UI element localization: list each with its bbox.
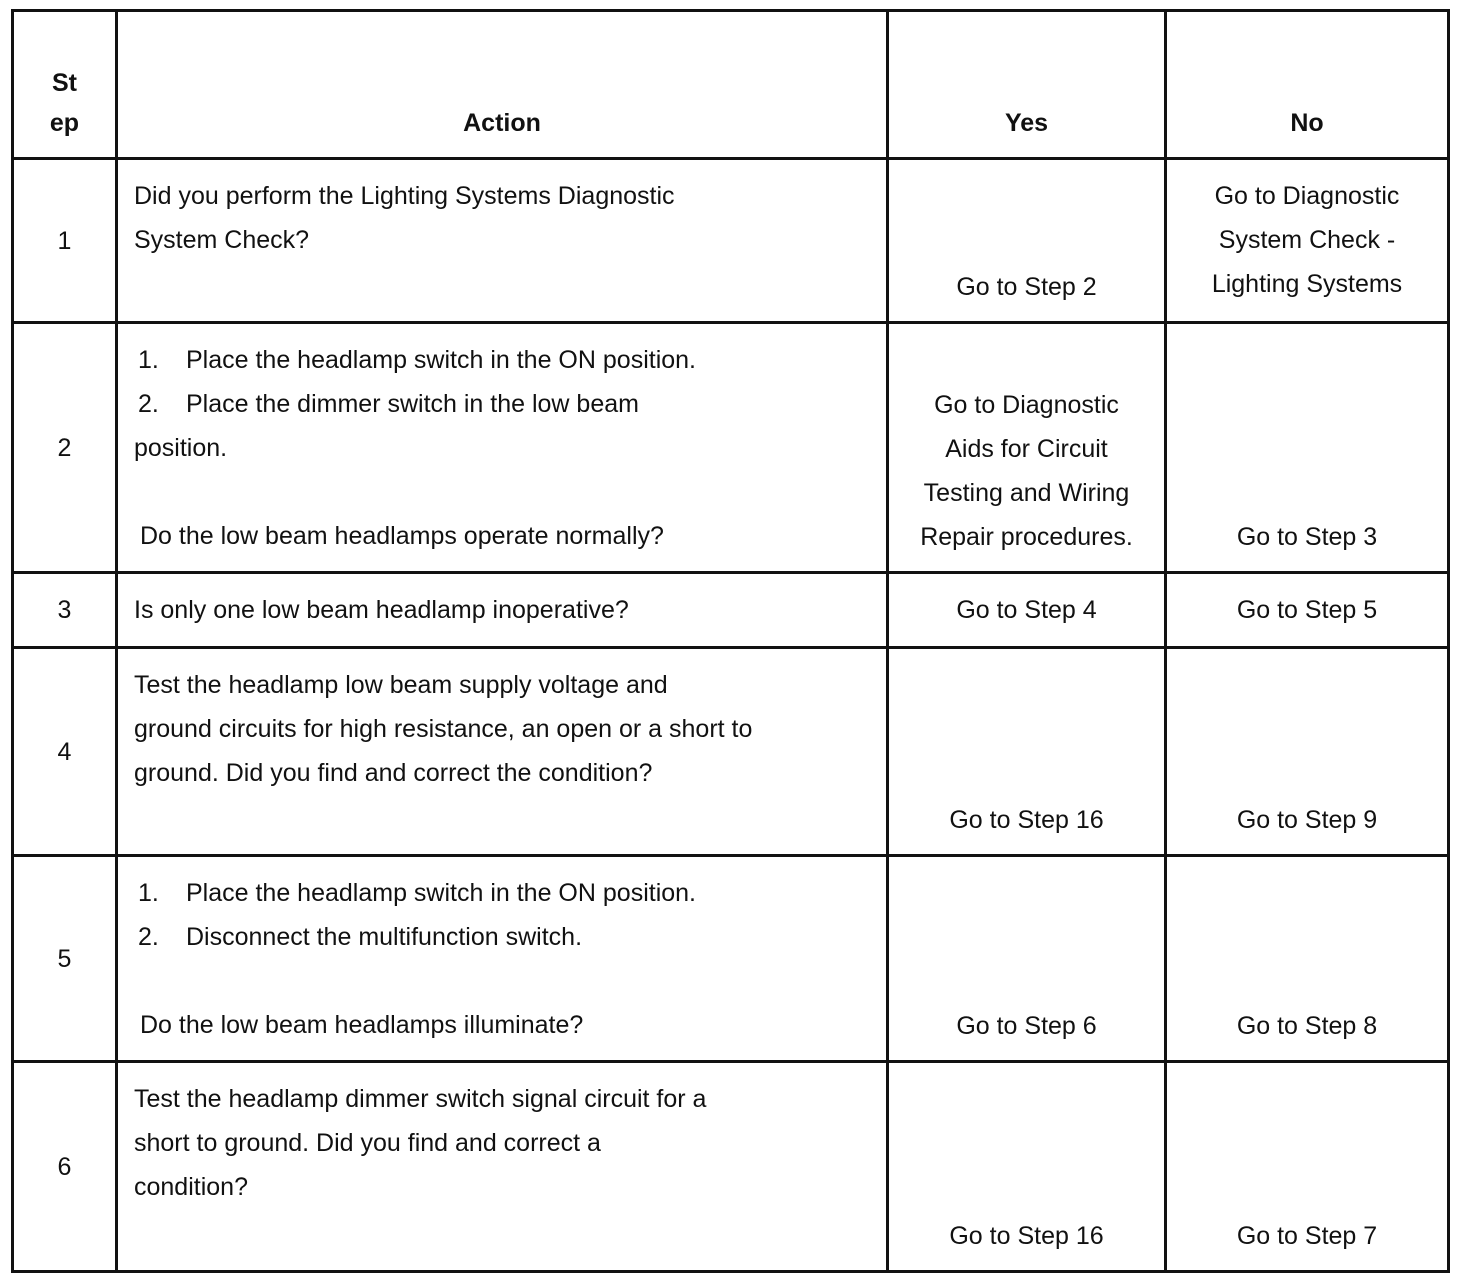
- step-header: [13, 11, 117, 159]
- step-number: 5: [13, 856, 117, 1062]
- yes-cell: [888, 1062, 1166, 1272]
- list-continuation: position.: [134, 434, 228, 462]
- yes-cell: [888, 573, 1166, 648]
- table-row: [13, 1062, 1449, 1272]
- list-item: [134, 871, 876, 915]
- action-line: condition?: [134, 1173, 248, 1201]
- table-row: [13, 856, 1449, 1062]
- yes-line: Aids for Circuit: [945, 435, 1108, 463]
- step-number: 1: [13, 159, 117, 323]
- list-text: Place the dimmer switch in the low beam: [186, 390, 639, 418]
- list-text: Disconnect the multifunction switch.: [186, 923, 583, 951]
- action-line: Is only one low beam headlamp inoperative?: [134, 596, 629, 624]
- diagnostic-table: [11, 9, 1450, 1273]
- yes-line: Go to Step 6: [956, 1012, 1097, 1040]
- yes-line: Go to Step 16: [949, 1222, 1104, 1250]
- action-header: Action: [117, 11, 888, 159]
- yes-cell: [888, 159, 1166, 323]
- no-line: Go to Step 7: [1236, 1222, 1378, 1250]
- action-cell: [117, 648, 888, 856]
- no-cell: [1166, 159, 1449, 323]
- no-cell: [1166, 1062, 1449, 1272]
- step-header-line: St: [52, 69, 77, 97]
- header-row: [13, 11, 1449, 159]
- list-number: 1.: [138, 879, 159, 907]
- no-cell: [1166, 856, 1449, 1062]
- action-line: System Check?: [134, 226, 310, 254]
- question-text: Do the low beam headlamps operate normally?: [140, 522, 664, 550]
- action-line: ground. Did you find and correct the condition?: [134, 759, 653, 787]
- action-line: ground circuits for high resistance, an open or a short to: [134, 715, 753, 743]
- action-cell: [117, 323, 888, 573]
- step-header-line: ep: [49, 109, 80, 137]
- yes-line: Testing and Wiring: [923, 479, 1130, 507]
- yes-line: Go to Step 2: [956, 273, 1097, 301]
- action-line: short to ground. Did you find and correct a: [134, 1129, 601, 1157]
- no-line: Go to Step 9: [1236, 806, 1378, 834]
- list-item: [134, 915, 876, 959]
- no-line: Go to Diagnostic: [1214, 182, 1400, 210]
- no-header: No: [1166, 11, 1449, 159]
- no-cell: [1166, 323, 1449, 573]
- table-row: [13, 573, 1449, 648]
- action-line: Test the headlamp low beam supply voltage and: [134, 671, 668, 699]
- question-text: Do the low beam headlamps illuminate?: [140, 1011, 584, 1039]
- no-line: Lighting Systems: [1211, 270, 1403, 298]
- no-line: Go to Step 8: [1236, 1012, 1378, 1040]
- action-cell: [117, 1062, 888, 1272]
- yes-cell: [888, 648, 1166, 856]
- list-number: 2.: [138, 923, 159, 951]
- step-number: 6: [13, 1062, 117, 1272]
- list-number: 1.: [138, 346, 159, 374]
- yes-cell: [888, 323, 1166, 573]
- table-row: [13, 648, 1449, 856]
- no-line: System Check -: [1218, 226, 1396, 254]
- list-text: Place the headlamp switch in the ON position.: [186, 879, 696, 907]
- yes-line: Go to Step 4: [956, 596, 1097, 624]
- yes-line: Go to Diagnostic: [934, 391, 1119, 419]
- yes-cell: [888, 856, 1166, 1062]
- action-cell: [117, 573, 888, 648]
- step-number: 4: [13, 648, 117, 856]
- action-line: Test the headlamp dimmer switch signal circuit for a: [134, 1085, 707, 1113]
- yes-header: Yes: [888, 11, 1166, 159]
- table-row: [13, 323, 1449, 573]
- no-cell: [1166, 573, 1449, 648]
- no-cell: [1166, 648, 1449, 856]
- step-number: 3: [13, 573, 117, 648]
- no-line: Go to Step 3: [1236, 523, 1378, 551]
- yes-line: Repair procedures.: [920, 523, 1133, 551]
- action-cell: [117, 856, 888, 1062]
- step-number: 2: [13, 323, 117, 573]
- table-row: [13, 159, 1449, 323]
- no-line: Go to Step 5: [1236, 596, 1378, 624]
- list-item: [134, 338, 876, 382]
- action-line: Did you perform the Lighting Systems Diagnostic: [134, 182, 675, 210]
- yes-line: Go to Step 16: [949, 806, 1104, 834]
- list-text: Place the headlamp switch in the ON position.: [186, 346, 696, 374]
- list-number: 2.: [138, 390, 159, 418]
- list-item: [134, 382, 876, 426]
- action-cell: [117, 159, 888, 323]
